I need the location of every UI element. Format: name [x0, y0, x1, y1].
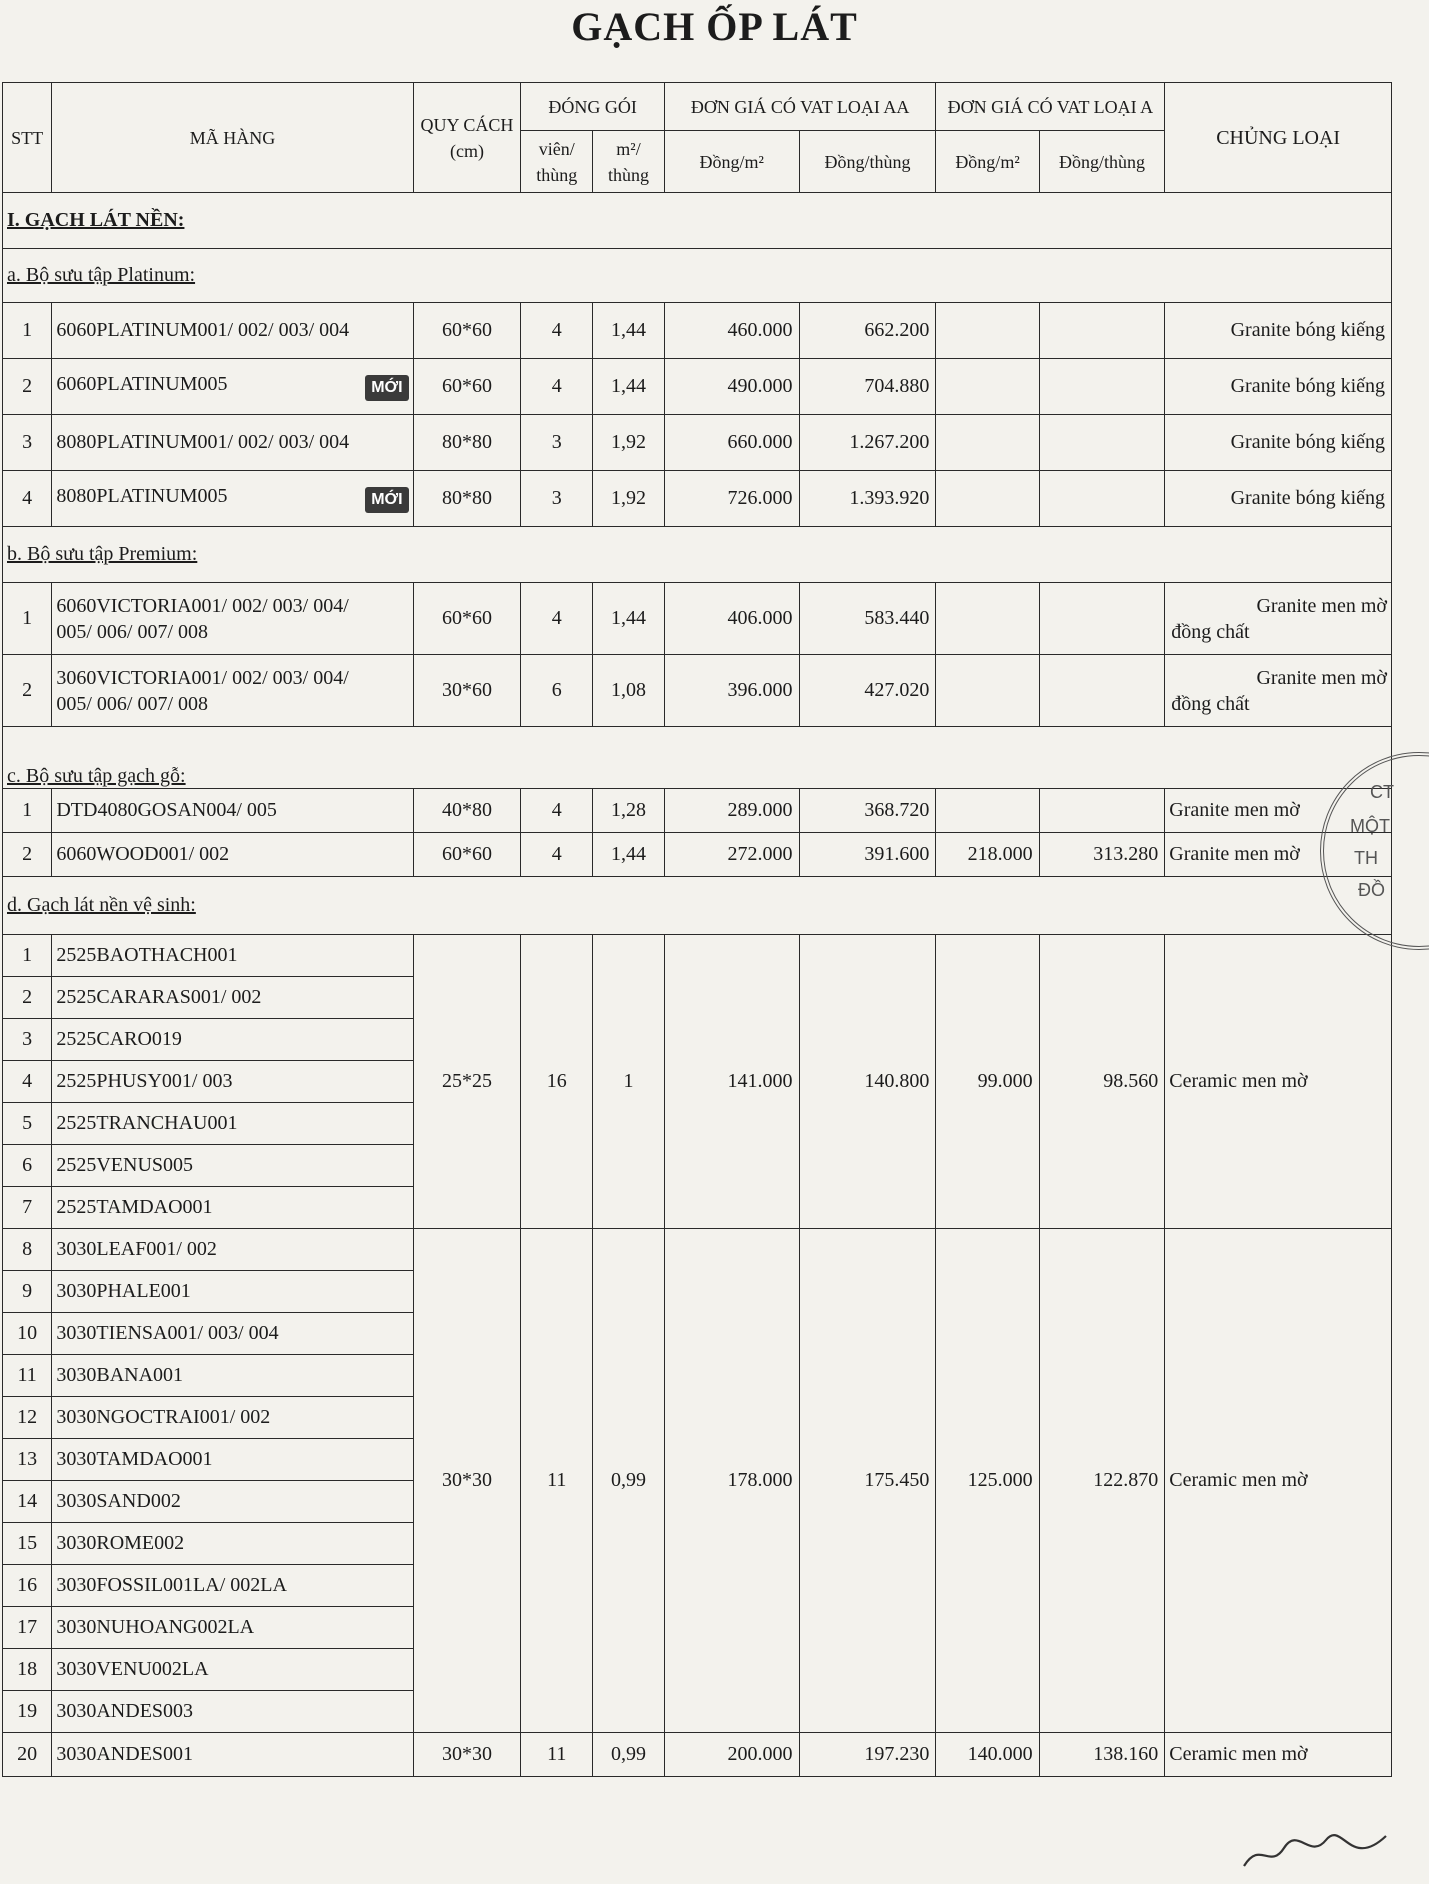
- cell-aa-box: 140.800: [799, 935, 936, 1229]
- cell-type: Granite bóng kiếng: [1165, 471, 1392, 527]
- cell-stt: 2: [3, 359, 52, 415]
- cell-stt: 16: [3, 1565, 52, 1607]
- cell-m2: 1,44: [593, 583, 665, 655]
- cell-size: 60*60: [413, 833, 521, 877]
- cell-stt: 5: [3, 1103, 52, 1145]
- cell-code-line1: 6060VICTORIA001/ 002/ 003/ 004/: [56, 594, 349, 617]
- cell-aa-m2: 406.000: [664, 583, 799, 655]
- cell-pcs: 3: [521, 471, 593, 527]
- cell-a-m2: 99.000: [936, 935, 1039, 1229]
- cell-type: Ceramic men mờ: [1165, 935, 1392, 1229]
- header-chung-loai: CHỦNG LOẠI: [1165, 83, 1392, 193]
- group-title: a. Bộ sưu tập Platinum:: [3, 249, 414, 303]
- cell-a-m2: [936, 789, 1039, 833]
- cell-code: 3030ROME002: [52, 1523, 413, 1565]
- cell-pcs: 4: [521, 583, 593, 655]
- cell-stt: 1: [3, 935, 52, 977]
- group-title: d. Gạch lát nền vệ sinh:: [3, 877, 414, 935]
- cell-type: Granite men mờ: [1165, 833, 1392, 877]
- cell-m2: 1,92: [593, 471, 665, 527]
- cell-aa-m2: 726.000: [664, 471, 799, 527]
- cell-aa-box: 1.267.200: [799, 415, 936, 471]
- cell-code: 3030TIENSA001/ 003/ 004: [52, 1313, 413, 1355]
- cell-m2: 1,44: [593, 359, 665, 415]
- cell-code: 3030ANDES001: [52, 1733, 413, 1777]
- cell-stt: 11: [3, 1355, 52, 1397]
- cell-aa-m2: 396.000: [664, 655, 799, 727]
- cell-code: 8080PLATINUM005: [56, 484, 228, 507]
- cell-size: 60*60: [413, 359, 521, 415]
- cell-aa-box: 704.880: [799, 359, 936, 415]
- cell-code: 2525VENUS005: [52, 1145, 413, 1187]
- stamp-text-2: MỘT: [1350, 816, 1390, 836]
- table-row: [3, 789, 1392, 833]
- cell-pcs: 4: [521, 789, 593, 833]
- cell-type: Granite men mờ: [1165, 789, 1392, 833]
- cell-a-box: 98.560: [1039, 935, 1165, 1229]
- cell-pcs: 4: [521, 833, 593, 877]
- cell-aa-m2: 660.000: [664, 415, 799, 471]
- cell-stt: 20: [3, 1733, 52, 1777]
- cell-code: 2525BAOTHACH001: [52, 935, 413, 977]
- cell-a-m2: 218.000: [936, 833, 1039, 877]
- cell-code: 2525TAMDAO001: [52, 1187, 413, 1229]
- cell-type: Granite bóng kiếng: [1165, 359, 1392, 415]
- header-a-dong-m2: Đồng/m²: [936, 131, 1039, 193]
- cell-code: 3030SAND002: [52, 1481, 413, 1523]
- cell-pcs: 3: [521, 415, 593, 471]
- cell-stt: 19: [3, 1691, 52, 1733]
- cell-stt: 14: [3, 1481, 52, 1523]
- cell-aa-m2: 178.000: [664, 1229, 799, 1733]
- cell-code: 3030FOSSIL001LA/ 002LA: [52, 1565, 413, 1607]
- cell-m2: 1,92: [593, 415, 665, 471]
- section-title: I. GẠCH LÁT NỀN:: [3, 193, 414, 249]
- cell-stt: 4: [3, 1061, 52, 1103]
- new-badge: MỚI: [365, 487, 408, 513]
- header-a-dong-thung: Đồng/thùng: [1039, 131, 1165, 193]
- cell-aa-m2: 460.000: [664, 303, 799, 359]
- price-table: [2, 82, 1392, 1777]
- cell-stt: 3: [3, 1019, 52, 1061]
- cell-m2: 0,99: [593, 1229, 665, 1733]
- cell-pcs: 16: [521, 935, 593, 1229]
- group-title: b. Bộ sưu tập Premium:: [3, 527, 414, 583]
- cell-size: 80*80: [413, 471, 521, 527]
- cell-aa-box: 427.020: [799, 655, 936, 727]
- cell-stt: 7: [3, 1187, 52, 1229]
- cell-code: 3030NUHOANG002LA: [52, 1607, 413, 1649]
- cell-type: Ceramic men mờ: [1165, 1229, 1392, 1733]
- cell-stt: 10: [3, 1313, 52, 1355]
- cell-pcs: 11: [521, 1229, 593, 1733]
- table-row: [3, 935, 1392, 977]
- cell-aa-m2: 272.000: [664, 833, 799, 877]
- cell-aa-box: 1.393.920: [799, 471, 936, 527]
- cell-code: 3030BANA001: [52, 1355, 413, 1397]
- cell-code: 2525CARO019: [52, 1019, 413, 1061]
- cell-size: 60*60: [413, 303, 521, 359]
- cell-stt: 1: [3, 583, 52, 655]
- cell-stt: 2: [3, 833, 52, 877]
- cell-code: 8080PLATINUM001/ 002/ 003/ 004: [52, 415, 413, 471]
- cell-size: 80*80: [413, 415, 521, 471]
- cell-code-line2: 005/ 006/ 007/ 008: [56, 692, 209, 715]
- table-row: [3, 655, 1392, 727]
- header-m2-thung: m²/ thùng: [593, 131, 665, 193]
- stamp-text-1: CT: [1370, 782, 1394, 802]
- header-vien-thung: viên/ thùng: [521, 131, 593, 193]
- cell-size: 30*30: [413, 1229, 521, 1733]
- table-row: [3, 359, 1392, 415]
- cell-stt: 12: [3, 1397, 52, 1439]
- cell-aa-m2: 289.000: [664, 789, 799, 833]
- cell-m2: 1,44: [593, 303, 665, 359]
- cell-code: 3030VENU002LA: [52, 1649, 413, 1691]
- cell-aa-box: 583.440: [799, 583, 936, 655]
- cell-code: 2525TRANCHAU001: [52, 1103, 413, 1145]
- header-quy-cach: QUY CÁCH (cm): [413, 83, 521, 193]
- cell-aa-box: 368.720: [799, 789, 936, 833]
- cell-m2: 1: [593, 935, 665, 1229]
- cell-pcs: 6: [521, 655, 593, 727]
- cell-type-line2: đồng chất: [1171, 692, 1250, 715]
- cell-aa-m2: 141.000: [664, 935, 799, 1229]
- cell-size: 25*25: [413, 935, 521, 1229]
- header-aa-dong-thung: Đồng/thùng: [799, 131, 936, 193]
- cell-stt: 6: [3, 1145, 52, 1187]
- group-title: c. Bộ sưu tập gạch gỗ:: [3, 727, 414, 789]
- cell-size: 30*60: [413, 655, 521, 727]
- table-row: [3, 1733, 1392, 1777]
- cell-code: 6060PLATINUM001/ 002/ 003/ 004: [52, 303, 413, 359]
- cell-code: DTD4080GOSAN004/ 005: [52, 789, 413, 833]
- cell-stt: 9: [3, 1271, 52, 1313]
- cell-m2: 1,28: [593, 789, 665, 833]
- header-ma-hang: MÃ HÀNG: [52, 83, 413, 193]
- cell-aa-m2: 490.000: [664, 359, 799, 415]
- cell-size: 60*60: [413, 583, 521, 655]
- cell-code: 6060PLATINUM005: [56, 372, 228, 395]
- cell-stt: 2: [3, 655, 52, 727]
- header-aa-dong-m2: Đồng/m²: [664, 131, 799, 193]
- cell-code: 6060WOOD001/ 002: [52, 833, 413, 877]
- cell-size: 30*30: [413, 1733, 521, 1777]
- cell-m2: 0,99: [593, 1733, 665, 1777]
- page-title: GẠCH ỐP LÁT: [571, 4, 858, 49]
- cell-code: 3030ANDES003: [52, 1691, 413, 1733]
- cell-stt: 2: [3, 977, 52, 1019]
- cell-code: 3030NGOCTRAI001/ 002: [52, 1397, 413, 1439]
- cell-code-line2: 005/ 006/ 007/ 008: [56, 620, 209, 643]
- cell-stt: 15: [3, 1523, 52, 1565]
- header-don-gia-aa: ĐƠN GIÁ CÓ VAT LOẠI AA: [664, 83, 936, 131]
- cell-code: 2525PHUSY001/ 003: [52, 1061, 413, 1103]
- cell-stt: 4: [3, 471, 52, 527]
- cell-type: Granite bóng kiếng: [1165, 415, 1392, 471]
- new-badge: MỚI: [365, 375, 408, 401]
- cell-stt: 8: [3, 1229, 52, 1271]
- cell-stt: 1: [3, 789, 52, 833]
- cell-m2: 1,44: [593, 833, 665, 877]
- cell-type: Granite bóng kiếng: [1165, 303, 1392, 359]
- cell-code: 3030TAMDAO001: [52, 1439, 413, 1481]
- cell-m2: 1,08: [593, 655, 665, 727]
- cell-stt: 1: [3, 303, 52, 359]
- header-dong-goi: ĐÓNG GÓI: [521, 83, 665, 131]
- cell-stt: 17: [3, 1607, 52, 1649]
- table-row: [3, 1229, 1392, 1271]
- cell-a-m2: 140.000: [936, 1733, 1039, 1777]
- cell-stt: 18: [3, 1649, 52, 1691]
- cell-code: 2525CARARAS001/ 002: [52, 977, 413, 1019]
- table-row: [3, 583, 1392, 655]
- cell-pcs: 4: [521, 303, 593, 359]
- cell-type: Ceramic men mờ: [1165, 1733, 1392, 1777]
- cell-a-box: 122.870: [1039, 1229, 1165, 1733]
- cell-aa-box: 197.230: [799, 1733, 936, 1777]
- cell-pcs: 11: [521, 1733, 593, 1777]
- signature-icon: [1240, 1830, 1390, 1874]
- cell-stt: 13: [3, 1439, 52, 1481]
- cell-aa-m2: 200.000: [664, 1733, 799, 1777]
- cell-a-box: [1039, 789, 1165, 833]
- cell-pcs: 4: [521, 359, 593, 415]
- cell-code: 3030LEAF001/ 002: [52, 1229, 413, 1271]
- cell-aa-box: 662.200: [799, 303, 936, 359]
- header-stt: STT: [3, 83, 52, 193]
- cell-aa-box: 175.450: [799, 1229, 936, 1733]
- cell-code: 3030PHALE001: [52, 1271, 413, 1313]
- stamp-text-3: TH: [1354, 848, 1378, 868]
- cell-size: 40*80: [413, 789, 521, 833]
- cell-a-box: 138.160: [1039, 1733, 1165, 1777]
- cell-a-box: 313.280: [1039, 833, 1165, 877]
- cell-aa-box: 391.600: [799, 833, 936, 877]
- cell-code-line1: 3060VICTORIA001/ 002/ 003/ 004/: [56, 666, 349, 689]
- table-row: [3, 471, 1392, 527]
- table-row: [3, 415, 1392, 471]
- cell-type-line1: Granite men mờ: [1256, 666, 1387, 689]
- cell-type-line2: đồng chất: [1171, 620, 1250, 643]
- cell-a-m2: 125.000: [936, 1229, 1039, 1733]
- stamp-text-4: ĐỒ: [1358, 880, 1385, 900]
- cell-type-line1: Granite men mờ: [1256, 594, 1387, 617]
- table-row: [3, 833, 1392, 877]
- cell-stt: 3: [3, 415, 52, 471]
- table-row: [3, 303, 1392, 359]
- header-don-gia-a: ĐƠN GIÁ CÓ VAT LOẠI A: [936, 83, 1165, 131]
